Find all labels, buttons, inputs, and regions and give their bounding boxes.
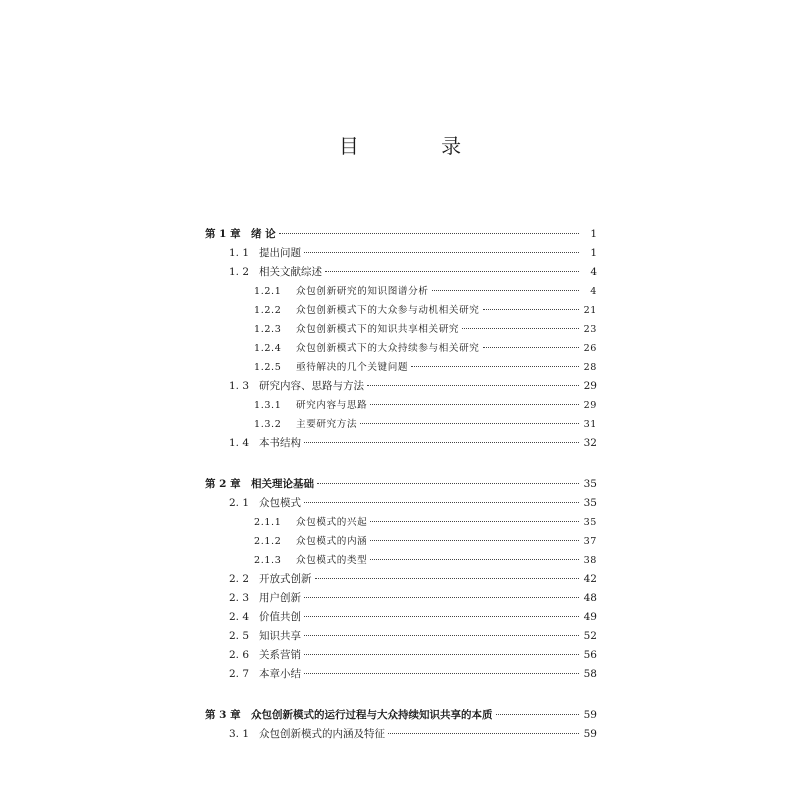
dot-leader <box>304 442 579 443</box>
toc-entry-number: 2.1.2 <box>254 536 282 547</box>
toc-entry-title: 开放式创新 <box>259 573 312 585</box>
toc-entry-page: 26 <box>583 343 597 354</box>
dot-leader <box>370 404 579 405</box>
toc-entry-page: 31 <box>583 419 597 430</box>
toc-entry-page: 29 <box>583 380 597 392</box>
toc-entry-number: 1.2.3 <box>254 324 282 335</box>
toc-entry-number: 2. 5 <box>229 630 250 642</box>
toc-entry-number: 2.1.1 <box>254 517 282 528</box>
toc-chapter[interactable] <box>205 475 597 494</box>
toc-entry-title: 众包模式的类型 <box>296 555 368 566</box>
toc-entry-page: 1 <box>590 247 597 259</box>
toc-section[interactable] <box>205 244 597 263</box>
toc-subsection[interactable] <box>205 532 597 551</box>
toc-entry-number: 2.1.3 <box>254 555 282 566</box>
toc-entry-page: 59 <box>583 728 597 740</box>
dot-leader <box>304 673 579 674</box>
toc-entry-page: 52 <box>583 630 597 642</box>
toc-section[interactable] <box>205 589 597 608</box>
dot-leader <box>315 578 580 579</box>
toc-entry-number: 2. 7 <box>229 668 250 680</box>
toc-entry-page: 48 <box>583 592 597 604</box>
dot-leader <box>304 252 579 253</box>
toc-entry-title: 研究内容与思路 <box>296 400 368 411</box>
toc-entry-title: 众包模式的内涵 <box>296 536 368 547</box>
toc-entry-title: 提出问题 <box>259 247 301 259</box>
toc-section[interactable] <box>205 494 597 513</box>
toc-entry-page: 35 <box>583 517 597 528</box>
toc-chapter[interactable] <box>205 706 597 725</box>
toc-subsection[interactable] <box>205 282 597 301</box>
toc-section[interactable] <box>205 377 597 396</box>
dot-leader <box>317 483 579 484</box>
dot-leader <box>304 635 579 636</box>
toc-subsection[interactable] <box>205 301 597 320</box>
toc-section[interactable] <box>205 570 597 589</box>
toc-entry-title: 相关理论基础 <box>251 478 314 490</box>
toc-entry-page: 49 <box>583 611 597 623</box>
toc-entry-number: 第 2 章 <box>205 478 241 490</box>
toc-entry-number: 3. 1 <box>229 728 250 740</box>
toc-entry-number: 1. 1 <box>229 247 250 259</box>
toc-subsection[interactable] <box>205 358 597 377</box>
toc-entry-title: 本书结构 <box>259 437 301 449</box>
toc-subsection[interactable] <box>205 320 597 339</box>
toc-section[interactable] <box>205 434 597 453</box>
toc-entry-title: 知识共享 <box>259 630 301 642</box>
toc-entry-number: 1.2.2 <box>254 305 282 316</box>
dot-leader <box>279 233 579 234</box>
dot-leader <box>370 559 579 560</box>
toc-entry-title: 相关文献综述 <box>259 266 322 278</box>
dot-leader <box>388 733 579 734</box>
dot-leader <box>367 385 579 386</box>
toc-entry-page: 42 <box>583 573 597 585</box>
toc-entry-title: 绪 论 <box>251 228 276 240</box>
toc-section[interactable] <box>205 608 597 627</box>
dot-leader <box>304 597 579 598</box>
toc-entry-page: 38 <box>583 555 597 566</box>
dot-leader <box>370 521 579 522</box>
toc-entry-title: 众包模式的兴起 <box>296 517 368 528</box>
toc-entry-page: 35 <box>583 478 597 490</box>
toc-entry-number: 1. 3 <box>229 380 250 392</box>
toc-entry-number: 1. 2 <box>229 266 250 278</box>
toc-entry-page: 21 <box>583 305 597 316</box>
toc-subsection[interactable] <box>205 396 597 415</box>
toc-entry-number: 2. 4 <box>229 611 250 623</box>
toc-entry-title: 关系营销 <box>259 649 301 661</box>
toc-entry-number: 2. 1 <box>229 497 250 509</box>
toc-entry-number: 1.3.2 <box>254 419 282 430</box>
toc-entry-page: 37 <box>583 536 597 547</box>
toc-entry-page: 58 <box>583 668 597 680</box>
toc-entry-page: 1 <box>590 228 597 240</box>
chapter-gap <box>205 684 597 706</box>
toc-section[interactable] <box>205 263 597 282</box>
dot-leader <box>411 366 579 367</box>
toc-entry-title: 众包模式 <box>259 497 301 509</box>
toc-entry-number: 第 3 章 <box>205 709 241 721</box>
toc-entry-page: 4 <box>590 286 597 297</box>
toc-entry-title: 众包创新模式下的大众持续参与相关研究 <box>296 343 480 354</box>
toc-entry-page: 56 <box>583 649 597 661</box>
toc-section[interactable] <box>205 646 597 665</box>
toc-entry-title: 用户创新 <box>259 592 301 604</box>
toc-entry-title: 价值共创 <box>259 611 301 623</box>
dot-leader <box>325 271 579 272</box>
toc-entry-title: 众包创新研究的知识图谱分析 <box>296 286 429 297</box>
toc-section[interactable] <box>205 665 597 684</box>
toc-entry-title: 研究内容、思路与方法 <box>259 380 364 392</box>
toc-entry-page: 35 <box>583 497 597 509</box>
toc-entry-title: 众包创新模式的运行过程与大众持续知识共享的本质 <box>251 709 493 721</box>
dot-leader <box>483 347 580 348</box>
toc-subsection[interactable] <box>205 415 597 434</box>
toc-entry-number: 1.2.1 <box>254 286 282 297</box>
toc-entry-page: 28 <box>583 362 597 373</box>
toc-entry-page: 4 <box>590 266 597 278</box>
dot-leader <box>304 616 579 617</box>
toc-entry-number: 2. 6 <box>229 649 250 661</box>
toc-chapter[interactable] <box>205 225 597 244</box>
toc-entry-title: 众包创新模式下的大众参与动机相关研究 <box>296 305 480 316</box>
toc-entry-number: 2. 2 <box>229 573 250 585</box>
toc-entry-title: 亟待解决的几个关键问题 <box>296 362 409 373</box>
dot-leader <box>360 423 579 424</box>
toc-entry-title: 本章小结 <box>259 668 301 680</box>
dot-leader <box>462 328 579 329</box>
dot-leader <box>496 714 580 715</box>
chapter-gap <box>205 453 597 475</box>
toc-entry-page: 29 <box>583 400 597 411</box>
dot-leader <box>483 309 580 310</box>
toc-subsection[interactable] <box>205 339 597 358</box>
toc-entry-number: 1.2.4 <box>254 343 282 354</box>
toc-section[interactable] <box>205 725 597 744</box>
toc-section[interactable] <box>205 627 597 646</box>
page-title: 目 录 <box>338 134 500 158</box>
table-of-contents <box>205 225 597 744</box>
toc-entry-number: 第 1 章 <box>205 228 241 240</box>
dot-leader <box>304 502 579 503</box>
toc-entry-title: 众包创新模式的内涵及特征 <box>259 728 385 740</box>
toc-entry-page: 59 <box>583 709 597 721</box>
toc-entry-page: 23 <box>583 324 597 335</box>
toc-entry-number: 1. 4 <box>229 437 250 449</box>
toc-entry-title: 众包创新模式下的知识共享相关研究 <box>296 324 460 335</box>
toc-entry-number: 1.2.5 <box>254 362 282 373</box>
dot-leader <box>304 654 579 655</box>
toc-subsection[interactable] <box>205 513 597 532</box>
dot-leader <box>432 290 579 291</box>
toc-entry-page: 32 <box>583 437 597 449</box>
toc-entry-number: 1.3.1 <box>254 400 282 411</box>
toc-subsection[interactable] <box>205 551 597 570</box>
toc-entry-number: 2. 3 <box>229 592 250 604</box>
toc-entry-title: 主要研究方法 <box>296 419 358 430</box>
dot-leader <box>370 540 579 541</box>
